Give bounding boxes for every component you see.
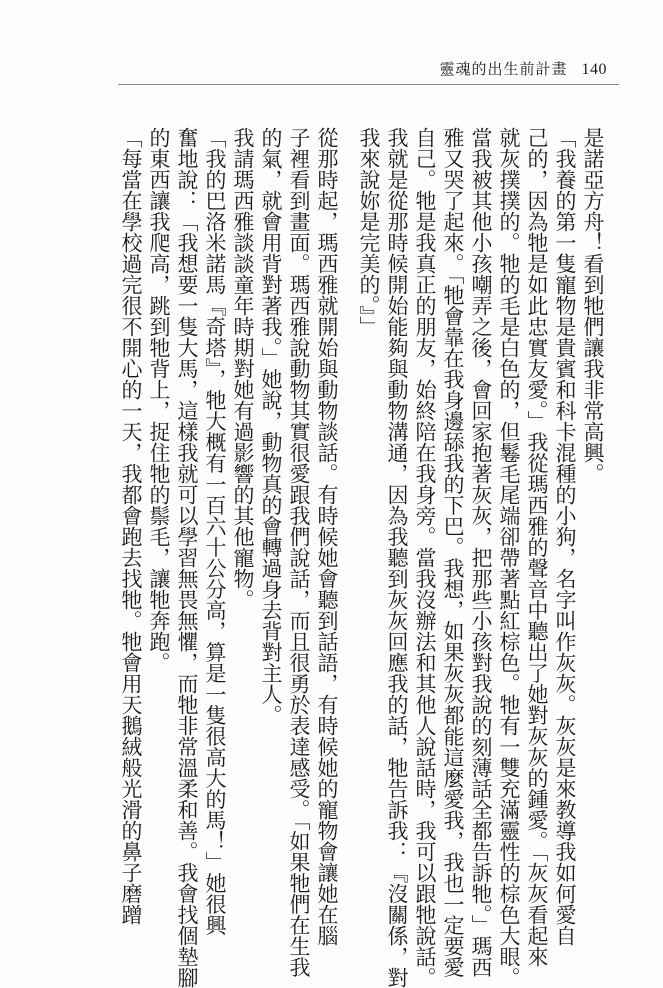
book-title: 靈魂的出生前計畫 [439, 60, 568, 78]
text-column: 的氣，就會用背對著我。」她說，動物真的會轉過身去背對主人。 [259, 127, 283, 726]
text-column: 奮地說：「我想要一隻大馬，這樣我就可以學習無畏無懼，而牠非常溫柔和善。我會找個墊腳 [175, 127, 199, 988]
text-column: 當我被其他小孩嘲弄之後，會回家抱著灰灰，把那些小孩對我說的刻薄話全都告訴牠。」瑪西 [469, 127, 493, 978]
text-column: 「每當在學校過完很不開心的一天，我都會跑去找牠。牠會用天鵝絨般光滑的鼻子磨蹭 [119, 127, 143, 925]
text-column: 我就是從那時候開始能夠與動物溝通，因為我聽到灰灰回應我的話，牠告訴我：『沒關係，對 [385, 127, 409, 988]
text-column: 我來說妳是完美的。』」 [357, 127, 381, 337]
text-column: 「我的巴洛米諾馬『奇塔』，牠大概有一百六十公分高，算是一隻很高大的馬！」她很興 [203, 127, 227, 936]
text-column: 雅又哭了起來。「牠會靠在我身邊舔我的下巴。我想，如果灰灰都能這麼愛我，我也一定要愛 [441, 127, 465, 978]
text-column: 自己。牠是我真正的朋友，始終陪在我身旁。當我沒辦法和其他人說話時，我可以跟牠說話。 [413, 127, 437, 988]
text-column: 己的，因為牠是如此忠實友愛。」我從瑪西雅的聲音中聽出了她對灰灰的鍾愛。「灰灰看起來 [525, 127, 549, 967]
header-rule [118, 84, 619, 85]
running-header [439, 58, 607, 79]
text-column: 從那時起，瑪西雅就開始與動物談話。有時候她會聽到話語，有時候她的寵物會讓她在腦 [315, 127, 339, 946]
text-column: 的東西讓我爬高，跳到牠背上，捉住牠的鬃毛，讓牠奔跑。 [147, 127, 171, 673]
text-column: 就灰撲撲的。牠的毛是白色的，但鬈毛尾端卻帶著點紅棕色。牠有一雙充滿靈性的棕色大眼。 [497, 127, 521, 988]
paragraph-gap [341, 127, 355, 917]
text-column: 是諾亞方舟！看到牠們讓我非常高興。 [581, 127, 605, 484]
page-number: 140 [581, 61, 607, 78]
text-body [117, 127, 607, 988]
text-column: 「我養的第一隻寵物是貴賓和科卡混種的小狗，名字叫作灰灰。灰灰是來教導我如何愛自 [553, 127, 577, 946]
text-column: 我請瑪西雅談談童年時期對她有過影響的其他寵物。 [231, 127, 255, 610]
text-column: 子裡看到畫面。瑪西雅說動物其實很愛跟我們說話，而且很勇於表達感受。「如果牠們在生我 [287, 127, 311, 978]
